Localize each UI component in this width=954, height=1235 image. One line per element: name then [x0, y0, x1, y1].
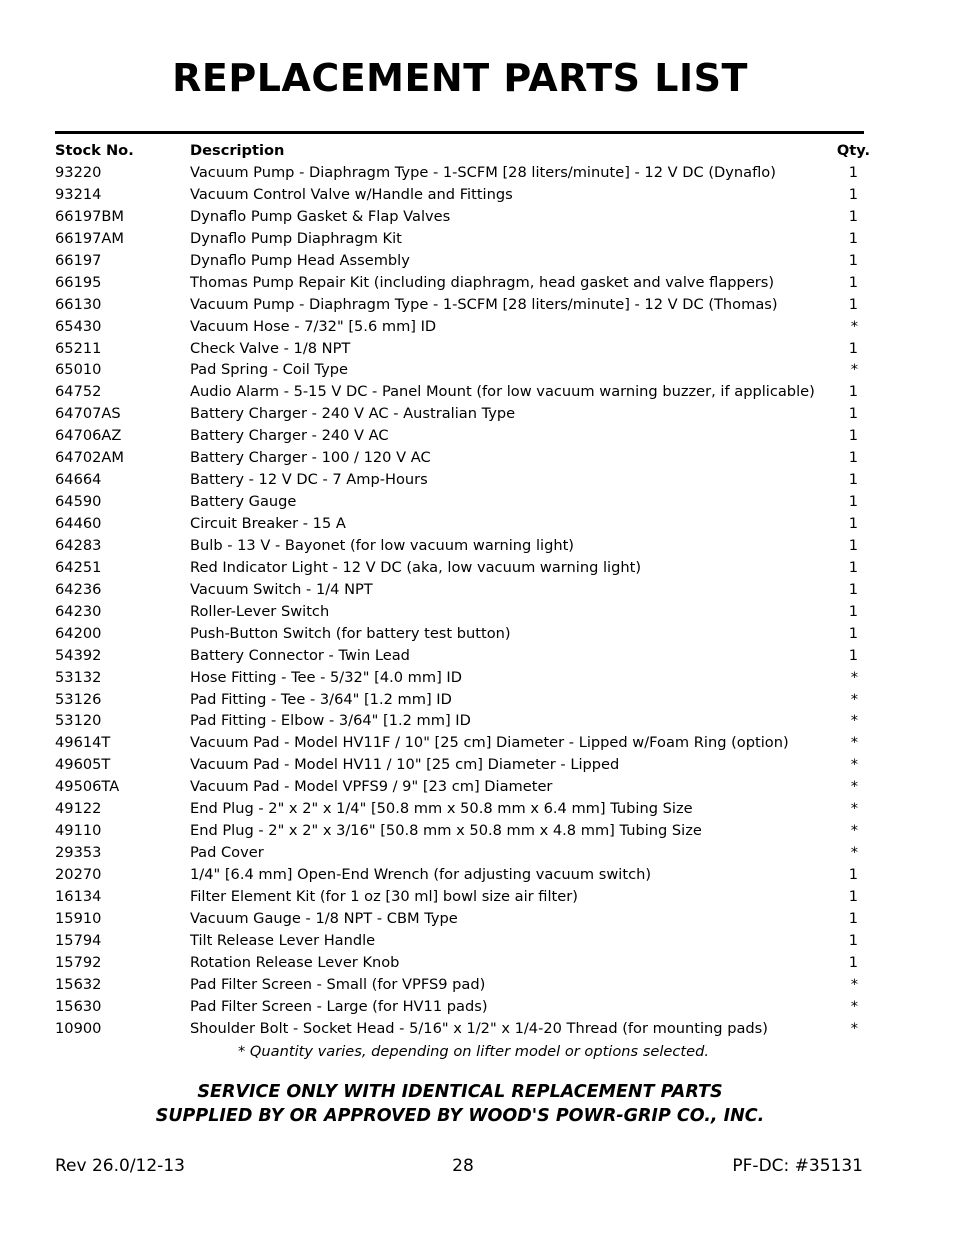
description-cell: Battery Connector - Twin Lead: [190, 646, 410, 664]
stock-no-cell: 64706AZ: [55, 427, 122, 445]
revision-label: Rev 26.0/12-13: [55, 1156, 185, 1176]
stock-no-cell: 49110: [55, 822, 102, 840]
table-row: [55, 425, 870, 447]
description-cell: End Plug - 2" x 2" x 1/4" [50.8 mm x 50.8 mm x 6.4 mm] Tubing Size: [190, 800, 693, 818]
description-cell: Dynaflo Pump Diaphragm Kit: [190, 229, 402, 247]
table-row: [55, 228, 870, 250]
description-cell: Dynaflo Pump Head Assembly: [190, 251, 410, 269]
description-cell: Battery Charger - 100 / 120 V AC: [190, 449, 431, 467]
table-row: [55, 206, 870, 228]
table-row: [55, 403, 870, 425]
table-row: [55, 469, 870, 491]
description-cell: Vacuum Pad - Model HV11F / 10" [25 cm] Diameter - Lipped w/Foam Ring (option): [190, 734, 789, 752]
stock-no-cell: 20270: [55, 866, 102, 883]
title-divider: [55, 131, 864, 134]
stock-no-cell: 64200: [55, 624, 102, 642]
stock-no-cell: 29353: [55, 844, 102, 862]
table-row: [55, 996, 870, 1018]
table-row: [55, 952, 870, 974]
table-row: [55, 732, 870, 754]
stock-no-cell: 10900: [55, 1019, 102, 1037]
service-notice-line-2: SUPPLIED BY OR APPROVED BY WOOD'S POWR-GRIP CO., INC.: [155, 1106, 765, 1126]
qty-cell: 1: [848, 493, 858, 511]
table-header-row: [55, 140, 870, 162]
qty-cell: 1: [848, 164, 858, 181]
table-row: [55, 250, 870, 272]
table-row: [55, 316, 870, 338]
table-row: [55, 667, 870, 689]
description-cell: Tilt Release Lever Handle: [190, 931, 376, 949]
qty-cell: 1: [848, 515, 858, 532]
stock-no-cell: 15794: [55, 931, 102, 949]
header-qty: Qty.: [836, 142, 870, 159]
page-title: REPLACEMENT PARTS LIST: [172, 56, 748, 100]
stock-no-cell: 65010: [55, 361, 102, 379]
stock-no-cell: 66197: [55, 251, 102, 269]
header-stock-no: Stock No.: [55, 142, 134, 159]
qty-cell: 1: [848, 295, 858, 313]
description-cell: Circuit Breaker - 15 A: [190, 515, 346, 532]
description-cell: Pad Fitting - Tee - 3/64" [1.2 mm] ID: [190, 690, 452, 708]
stock-no-cell: 65430: [55, 317, 102, 335]
stock-no-cell: 93220: [55, 164, 102, 181]
stock-no-cell: 66197BM: [55, 207, 125, 225]
qty-cell: 1: [848, 558, 858, 576]
qty-cell: *: [850, 734, 858, 752]
description-cell: Vacuum Pump - Diaphragm Type - 1-SCFM [28 liters/minute] - 12 V DC (Thomas): [190, 295, 778, 313]
stock-no-cell: 93214: [55, 185, 102, 203]
description-cell: Vacuum Pad - Model HV11 / 10" [25 cm] Diameter - Lipped: [190, 756, 620, 774]
table-row: [55, 623, 870, 645]
table-row: [55, 974, 870, 996]
description-cell: Check Valve - 1/8 NPT: [190, 339, 351, 357]
table-row: [55, 754, 870, 776]
qty-cell: 1: [848, 602, 858, 620]
qty-cell: 1: [848, 449, 858, 467]
qty-cell: 1: [848, 471, 858, 489]
header-description: Description: [190, 142, 285, 159]
stock-no-cell: 49614T: [55, 734, 111, 752]
description-cell: Push-Button Switch (for battery test button): [190, 624, 511, 642]
description-cell: End Plug - 2" x 2" x 3/16" [50.8 mm x 50.8 mm x 4.8 mm] Tubing Size: [190, 822, 702, 840]
document-id: PF-DC: #35131: [732, 1156, 863, 1176]
qty-cell: 1: [848, 931, 858, 949]
description-cell: Pad Cover: [190, 844, 264, 862]
service-notice-line-1: SERVICE ONLY WITH IDENTICAL REPLACEMENT PARTS: [197, 1082, 723, 1102]
table-row: [55, 535, 870, 557]
stock-no-cell: 64702AM: [55, 449, 124, 467]
table-row: [55, 908, 870, 930]
stock-no-cell: 49122: [55, 800, 102, 818]
qty-cell: 1: [848, 185, 858, 203]
qty-cell: 1: [848, 866, 858, 883]
stock-no-cell: 16134: [55, 887, 102, 905]
qty-cell: *: [850, 778, 858, 796]
qty-cell: 1: [848, 624, 858, 642]
table-row: [55, 798, 870, 820]
stock-no-cell: 53126: [55, 690, 102, 708]
table-row: [55, 689, 870, 711]
table-row: [55, 601, 870, 623]
description-cell: Pad Filter Screen - Small (for VPFS9 pad): [190, 975, 486, 993]
table-body: [55, 162, 870, 1040]
description-cell: Battery Charger - 240 V AC: [190, 427, 389, 445]
qty-cell: 1: [848, 887, 858, 905]
qty-cell: *: [850, 1019, 858, 1037]
qty-cell: *: [850, 822, 858, 840]
description-cell: Thomas Pump Repair Kit (including diaphragm, head gasket and valve flappers): [190, 273, 775, 291]
table-row: [55, 776, 870, 798]
qty-cell: *: [850, 712, 858, 730]
description-cell: Battery - 12 V DC - 7 Amp-Hours: [190, 471, 428, 489]
qty-cell: *: [850, 668, 858, 686]
description-cell: Dynaflo Pump Gasket & Flap Valves: [190, 207, 451, 225]
stock-no-cell: 64283: [55, 536, 102, 554]
page-number: 28: [452, 1156, 474, 1176]
stock-no-cell: 66195: [55, 273, 102, 291]
table-row: [55, 184, 870, 206]
table-row: [55, 491, 870, 513]
description-cell: Bulb - 13 V - Bayonet (for low vacuum warning light): [190, 536, 574, 554]
parts-table: [55, 140, 870, 1040]
stock-no-cell: 65211: [55, 339, 102, 357]
stock-no-cell: 15792: [55, 953, 102, 971]
table-row: [55, 162, 870, 184]
description-cell: Vacuum Control Valve w/Handle and Fittings: [190, 185, 513, 203]
qty-cell: 1: [848, 339, 858, 357]
table-row: [55, 645, 870, 667]
stock-no-cell: 15910: [55, 909, 102, 927]
description-cell: Rotation Release Lever Knob: [190, 953, 400, 971]
qty-cell: *: [850, 844, 858, 862]
qty-cell: 1: [848, 953, 858, 971]
description-cell: Vacuum Hose - 7/32" [5.6 mm] ID: [190, 317, 437, 335]
stock-no-cell: 53120: [55, 712, 102, 730]
table-row: [55, 338, 870, 360]
table-row: [55, 842, 870, 864]
table-row: [55, 820, 870, 842]
qty-cell: 1: [848, 909, 858, 927]
stock-no-cell: 64460: [55, 515, 102, 532]
qty-cell: *: [850, 997, 858, 1015]
qty-cell: 1: [848, 207, 858, 225]
table-row: [55, 710, 870, 732]
quantity-footnote: * Quantity varies, depending on lifter model or options selected.: [238, 1043, 710, 1060]
description-cell: Pad Spring - Coil Type: [190, 361, 349, 379]
qty-cell: *: [850, 975, 858, 993]
description-cell: Pad Filter Screen - Large (for HV11 pads): [190, 997, 488, 1015]
stock-no-cell: 64236: [55, 580, 102, 598]
stock-no-cell: 15632: [55, 975, 102, 993]
description-cell: Vacuum Switch - 1/4 NPT: [190, 580, 373, 598]
qty-cell: 1: [848, 273, 858, 291]
stock-no-cell: 49506TA: [55, 778, 120, 796]
table-row: [55, 1018, 870, 1040]
stock-no-cell: 49605T: [55, 756, 111, 774]
description-cell: Roller-Lever Switch: [190, 602, 330, 620]
description-cell: Shoulder Bolt - Socket Head - 5/16" x 1/2" x 1/4-20 Thread (for mounting pads): [190, 1019, 768, 1037]
qty-cell: 1: [848, 405, 858, 423]
stock-no-cell: 64251: [55, 558, 102, 576]
stock-no-cell: 64752: [55, 383, 102, 401]
stock-no-cell: 54392: [55, 646, 102, 664]
qty-cell: 1: [848, 427, 858, 445]
table-row: [55, 513, 870, 535]
stock-no-cell: 66197AM: [55, 229, 124, 247]
description-cell: 1/4" [6.4 mm] Open-End Wrench (for adjusting vacuum switch): [190, 866, 652, 883]
table-row: [55, 381, 870, 403]
stock-no-cell: 53132: [55, 668, 102, 686]
qty-cell: *: [850, 361, 858, 379]
table-row: [55, 359, 870, 381]
description-cell: Battery Gauge: [190, 493, 297, 511]
qty-cell: 1: [848, 580, 858, 598]
description-cell: Audio Alarm - 5-15 V DC - Panel Mount (for low vacuum warning buzzer, if applicable): [190, 383, 815, 401]
description-cell: Battery Charger - 240 V AC - Australian Type: [190, 405, 516, 423]
stock-no-cell: 66130: [55, 295, 102, 313]
table-row: [55, 579, 870, 601]
description-cell: Red Indicator Light - 12 V DC (aka, low vacuum warning light): [190, 558, 642, 576]
table-row: [55, 557, 870, 579]
qty-cell: *: [850, 800, 858, 818]
table-row: [55, 272, 870, 294]
qty-cell: 1: [848, 251, 858, 269]
qty-cell: 1: [848, 383, 858, 401]
qty-cell: *: [850, 317, 858, 335]
qty-cell: 1: [848, 536, 858, 554]
qty-cell: 1: [848, 229, 858, 247]
table-row: [55, 886, 870, 908]
stock-no-cell: 64664: [55, 471, 102, 489]
description-cell: Pad Fitting - Elbow - 3/64" [1.2 mm] ID: [190, 712, 471, 730]
qty-cell: 1: [848, 646, 858, 664]
description-cell: Vacuum Pump - Diaphragm Type - 1-SCFM [28 liters/minute] - 12 V DC (Dynaflo): [190, 164, 776, 181]
qty-cell: *: [850, 756, 858, 774]
description-cell: Vacuum Pad - Model VPFS9 / 9" [23 cm] Diameter: [190, 778, 553, 796]
table-row: [55, 930, 870, 952]
table-row: [55, 447, 870, 469]
stock-no-cell: 64707AS: [55, 405, 121, 423]
description-cell: Hose Fitting - Tee - 5/32" [4.0 mm] ID: [190, 668, 462, 686]
description-cell: Filter Element Kit (for 1 oz [30 ml] bowl size air filter): [190, 887, 578, 905]
description-cell: Vacuum Gauge - 1/8 NPT - CBM Type: [190, 909, 458, 927]
stock-no-cell: 64230: [55, 602, 102, 620]
stock-no-cell: 15630: [55, 997, 102, 1015]
qty-cell: *: [850, 690, 858, 708]
table-row: [55, 864, 870, 886]
stock-no-cell: 64590: [55, 493, 102, 511]
table-row: [55, 294, 870, 316]
